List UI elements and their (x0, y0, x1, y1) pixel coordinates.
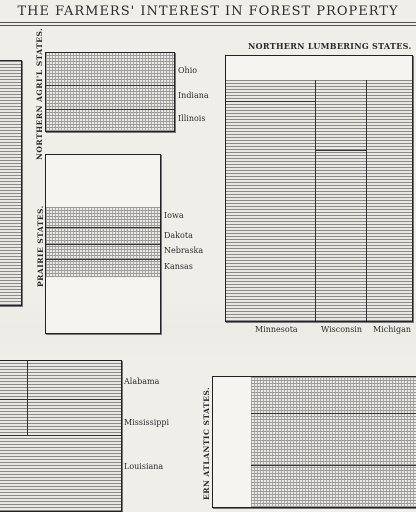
bar-segment-nebraska (46, 244, 160, 245)
divider-alabama (27, 361, 28, 435)
label-iowa: Iowa (164, 211, 184, 220)
bar-segment-alabama (0, 399, 121, 400)
label-louisiana: Louisiana (124, 462, 164, 471)
bar-segment-mississippi (0, 435, 121, 436)
page-title: THE FARMERS' INTEREST IN FOREST PROPERTY (17, 4, 399, 19)
prairie-states-title: PRAIRIE STATES. (36, 205, 45, 287)
bar-segment-atlantic-1 (251, 413, 416, 414)
bar-segment-indiana (46, 109, 174, 110)
label-alabama: Alabama (124, 377, 160, 386)
southern-chart (0, 360, 122, 512)
label-indiana: Indiana (178, 91, 209, 100)
northern-agri-chart (45, 52, 175, 132)
label-kansas: Kansas (164, 262, 193, 271)
label-minnesota: Minnesota (255, 325, 298, 334)
label-michigan: Michigan (373, 325, 411, 334)
label-ohio: Ohio (178, 66, 198, 75)
divider-wisconsin-michigan (366, 80, 367, 321)
bar-segment-atlantic-2 (251, 465, 416, 466)
prairie-hatched-area (46, 207, 160, 277)
bar-segment-ohio (46, 85, 174, 86)
label-mississippi: Mississippi (124, 418, 170, 427)
bar-segment-minnesota (226, 101, 315, 102)
title-rule (0, 22, 416, 23)
label-nebraska: Nebraska (164, 246, 204, 255)
bar-segment-wisconsin (315, 150, 366, 151)
prairie-chart (45, 154, 161, 334)
lumbering-hatched-area (226, 80, 412, 321)
atlantic-states-title: ERN ATLANTIC STATES. (202, 386, 211, 500)
label-dakota: Dakota (164, 231, 193, 240)
bar-segment-dakota (46, 227, 160, 228)
divider-minnesota-wisconsin (315, 80, 316, 321)
atlantic-hatched-area (251, 377, 416, 507)
atlantic-chart (212, 376, 416, 508)
title-rule-lower (0, 25, 416, 26)
label-illinois: Illinois (178, 114, 206, 123)
northern-lumbering-title: NORTHERN LUMBERING STATES. (248, 41, 412, 51)
label-wisconsin: Wisconsin (321, 325, 363, 334)
northern-lumbering-chart (225, 55, 413, 322)
bar-segment-kansas (46, 259, 160, 260)
northern-agri-states-title: NORTHERN AGRI'L STATES. (35, 27, 44, 160)
cutoff-chart-left (0, 60, 22, 306)
